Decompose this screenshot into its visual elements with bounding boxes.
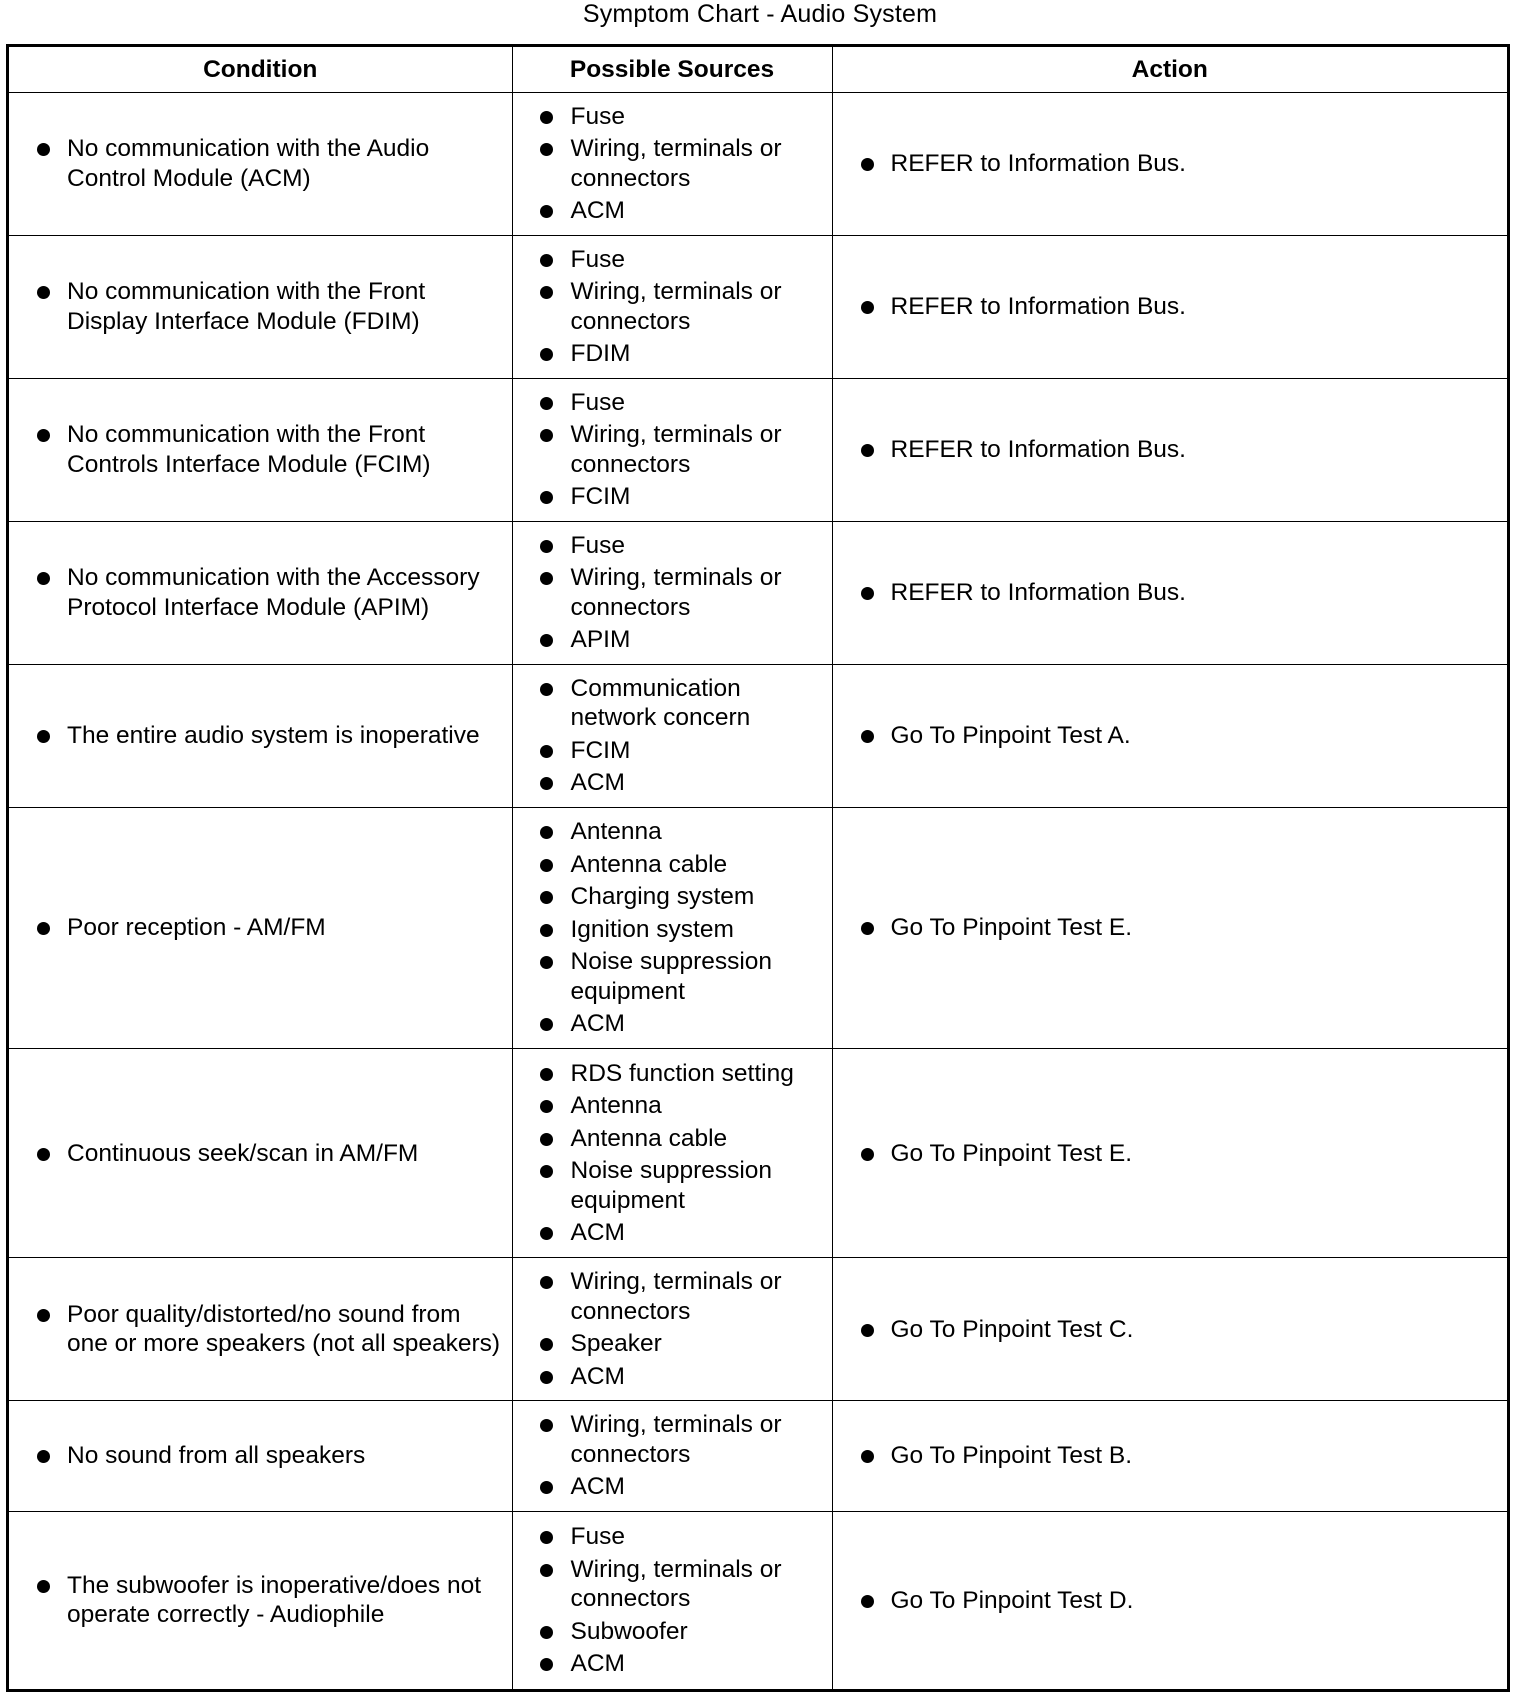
list-item — [833, 1441, 1508, 1471]
list-item — [513, 102, 832, 132]
bullet-icon — [540, 1018, 553, 1031]
list-item — [513, 947, 832, 1006]
item-text: Poor quality/distorted/no sound from one or more speakers (not all speakers) — [67, 1300, 501, 1358]
table-row — [9, 1258, 1507, 1401]
bullet-icon — [540, 1658, 553, 1671]
item-text: Fuse — [570, 245, 625, 273]
bullet-icon — [540, 111, 553, 124]
action-cell — [832, 1049, 1507, 1258]
bullet-icon — [540, 348, 553, 361]
item-text: Fuse — [570, 102, 625, 130]
list-item — [9, 420, 512, 479]
bullet-icon — [540, 1227, 553, 1240]
list-item — [9, 1300, 512, 1359]
list-item — [513, 1522, 832, 1552]
table-row — [9, 664, 1507, 807]
item-text: Go To Pinpoint Test C. — [890, 1315, 1134, 1343]
item-text: Wiring, terminals or connectors — [570, 278, 782, 335]
item-text: REFER to Information Bus. — [890, 150, 1186, 178]
table-row — [9, 521, 1507, 664]
list-item — [833, 1586, 1508, 1616]
bullet-icon — [540, 1531, 553, 1544]
item-text: Ignition system — [570, 915, 734, 943]
item-text: Subwoofer — [570, 1617, 688, 1645]
list-item — [513, 736, 832, 766]
bullet-icon — [861, 1148, 874, 1161]
item-text: No communication with the Front Display Interface Module (FDIM) — [67, 278, 426, 335]
bullet-icon — [540, 1626, 553, 1639]
item-text: Wiring, terminals or connectors — [570, 1555, 782, 1613]
bullet-icon — [861, 1595, 874, 1608]
item-text: Noise suppression equipment — [570, 1157, 773, 1214]
list-item — [9, 1441, 512, 1471]
bullet-icon — [37, 1450, 50, 1463]
possible-sources-cell — [512, 807, 832, 1049]
list-item — [9, 913, 512, 943]
list-item — [513, 1267, 832, 1326]
bullet-icon — [861, 730, 874, 743]
header-possible-sources: Possible Sources — [512, 47, 832, 93]
bullet-icon — [37, 1580, 50, 1593]
list-item — [513, 1649, 832, 1679]
item-text: ACM — [570, 1010, 625, 1038]
item-text: Antenna — [570, 818, 662, 846]
bullet-icon — [540, 1165, 553, 1178]
bullet-icon — [37, 730, 50, 743]
item-text: Fuse — [570, 388, 625, 416]
list-item — [9, 1571, 512, 1630]
item-text: Go To Pinpoint Test E. — [890, 1139, 1133, 1167]
item-text: Go To Pinpoint Test B. — [890, 1442, 1133, 1470]
action-cell — [832, 93, 1507, 236]
bullet-icon — [37, 572, 50, 585]
item-text: Go To Pinpoint Test A. — [890, 722, 1131, 750]
item-text: APIM — [570, 626, 631, 654]
list-item — [513, 1124, 832, 1154]
bullet-icon — [540, 540, 553, 553]
bullet-icon — [540, 286, 553, 299]
item-text: ACM — [570, 1473, 625, 1501]
chart-title: Symptom Chart - Audio System — [582, 0, 938, 28]
item-text: Go To Pinpoint Test D. — [890, 1586, 1134, 1614]
item-text: ACM — [570, 769, 625, 797]
bullet-icon — [861, 158, 874, 171]
symptom-table-frame — [6, 44, 1510, 1692]
header-condition: Condition — [9, 47, 512, 93]
condition-cell — [9, 378, 512, 521]
table-row — [9, 807, 1507, 1049]
bullet-icon — [861, 1324, 874, 1337]
bullet-icon — [540, 1371, 553, 1384]
bullet-icon — [37, 286, 50, 299]
possible-sources-cell — [512, 378, 832, 521]
possible-sources-cell — [512, 1401, 832, 1511]
bullet-icon — [861, 1450, 874, 1463]
bullet-icon — [540, 205, 553, 218]
possible-sources-cell — [512, 1049, 832, 1258]
possible-sources-cell — [512, 521, 832, 664]
table-row — [9, 93, 1507, 236]
item-text: Wiring, terminals or connectors — [570, 1268, 782, 1325]
bullet-icon — [540, 429, 553, 442]
list-item — [833, 292, 1508, 322]
list-item — [513, 339, 832, 369]
list-item — [513, 388, 832, 418]
list-item — [513, 1156, 832, 1215]
bullet-icon — [540, 1481, 553, 1494]
list-item — [833, 578, 1508, 608]
possible-sources-cell — [512, 93, 832, 236]
bullet-icon — [540, 1068, 553, 1081]
bullet-icon — [540, 1419, 553, 1432]
table-row — [9, 1401, 1507, 1511]
list-item — [513, 850, 832, 880]
bullet-icon — [540, 956, 553, 969]
condition-cell — [9, 521, 512, 664]
action-cell — [832, 807, 1507, 1049]
list-item — [513, 1472, 832, 1502]
action-cell — [832, 521, 1507, 664]
list-item — [833, 1139, 1508, 1169]
table-row — [9, 1049, 1507, 1258]
list-item — [513, 1555, 832, 1614]
item-text: Continuous seek/scan in AM/FM — [67, 1139, 419, 1167]
list-item — [513, 1218, 832, 1248]
list-item — [513, 1362, 832, 1392]
item-text: ACM — [570, 1650, 625, 1678]
item-text: No sound from all speakers — [67, 1442, 366, 1470]
bullet-icon — [540, 143, 553, 156]
bullet-icon — [540, 924, 553, 937]
possible-sources-cell — [512, 1258, 832, 1401]
list-item — [513, 1617, 832, 1647]
list-item — [9, 277, 512, 336]
item-text: ACM — [570, 1362, 625, 1390]
item-text: FCIM — [570, 483, 631, 511]
item-text: RDS function setting — [570, 1059, 794, 1087]
item-text: Communication network concern — [570, 674, 751, 732]
condition-cell — [9, 235, 512, 378]
item-text: ACM — [570, 1219, 625, 1247]
item-text: ACM — [570, 197, 625, 225]
list-item — [513, 245, 832, 275]
item-text: REFER to Information Bus. — [890, 579, 1186, 607]
item-text: Poor reception - AM/FM — [67, 914, 326, 942]
bullet-icon — [540, 572, 553, 585]
item-text: Wiring, terminals or connectors — [570, 1411, 782, 1468]
item-text: No communication with the Audio Control Module (ACM) — [67, 135, 430, 192]
action-cell — [832, 1401, 1507, 1511]
bullet-icon — [540, 491, 553, 504]
action-cell — [832, 378, 1507, 521]
condition-cell — [9, 93, 512, 236]
table-row — [9, 235, 1507, 378]
condition-cell — [9, 807, 512, 1049]
action-cell — [832, 235, 1507, 378]
list-item — [513, 1059, 832, 1089]
item-text: Go To Pinpoint Test E. — [890, 914, 1133, 942]
item-text: Wiring, terminals or connectors — [570, 421, 782, 478]
item-text: Wiring, terminals or connectors — [570, 135, 782, 192]
item-text: Noise suppression equipment — [570, 948, 773, 1005]
list-item — [9, 563, 512, 622]
bullet-icon — [540, 397, 553, 410]
list-item — [513, 915, 832, 945]
list-item — [9, 721, 512, 751]
item-text: FDIM — [570, 340, 631, 368]
bullet-icon — [540, 1338, 553, 1351]
bullet-icon — [540, 859, 553, 872]
list-item — [513, 420, 832, 479]
list-item — [9, 1139, 512, 1169]
table-body — [9, 93, 1507, 1690]
list-item — [513, 625, 832, 655]
bullet-icon — [540, 745, 553, 758]
header-action: Action — [832, 47, 1507, 93]
list-item — [833, 721, 1508, 751]
bullet-icon — [540, 1276, 553, 1289]
table-header-row — [9, 47, 1507, 93]
item-text: No communication with the Accessory Protocol Interface Module (APIM) — [67, 564, 480, 621]
bullet-icon — [540, 1133, 553, 1146]
condition-cell — [9, 1258, 512, 1401]
list-item — [513, 482, 832, 512]
table-row — [9, 378, 1507, 521]
list-item — [513, 1410, 832, 1469]
possible-sources-cell — [512, 235, 832, 378]
list-item — [513, 1009, 832, 1039]
item-text: Antenna — [570, 1092, 662, 1120]
list-item — [9, 134, 512, 193]
bullet-icon — [540, 777, 553, 790]
condition-cell — [9, 664, 512, 807]
list-item — [513, 768, 832, 798]
item-text: FCIM — [570, 736, 631, 764]
action-cell — [832, 1511, 1507, 1689]
bullet-icon — [540, 1564, 553, 1577]
item-text: Charging system — [570, 883, 755, 911]
bullet-icon — [540, 683, 553, 696]
symptom-table — [9, 47, 1507, 1689]
list-item — [833, 1315, 1508, 1345]
possible-sources-cell — [512, 1511, 832, 1689]
list-item — [513, 531, 832, 561]
bullet-icon — [540, 254, 553, 267]
item-text: Speaker — [570, 1330, 662, 1358]
list-item — [513, 1091, 832, 1121]
condition-cell — [9, 1401, 512, 1511]
condition-cell — [9, 1049, 512, 1258]
action-cell — [832, 1258, 1507, 1401]
possible-sources-cell — [512, 664, 832, 807]
item-text: Antenna cable — [570, 850, 728, 878]
bullet-icon — [37, 1309, 50, 1322]
list-item — [833, 913, 1508, 943]
bullet-icon — [540, 634, 553, 647]
list-item — [513, 674, 832, 733]
list-item — [513, 882, 832, 912]
item-text: The entire audio system is inoperative — [67, 722, 480, 750]
condition-cell — [9, 1511, 512, 1689]
list-item — [833, 435, 1508, 465]
item-text: Wiring, terminals or connectors — [570, 564, 782, 621]
bullet-icon — [861, 922, 874, 935]
list-item — [513, 196, 832, 226]
list-item — [833, 149, 1508, 179]
bullet-icon — [37, 1148, 50, 1161]
item-text: The subwoofer is inoperative/does not operate correctly - Audiophile — [67, 1571, 482, 1629]
list-item — [513, 134, 832, 193]
item-text: REFER to Information Bus. — [890, 293, 1186, 321]
bullet-icon — [540, 1100, 553, 1113]
bullet-icon — [37, 143, 50, 156]
list-item — [513, 1329, 832, 1359]
item-text: Antenna cable — [570, 1124, 728, 1152]
item-text: Fuse — [570, 1523, 625, 1551]
bullet-icon — [540, 891, 553, 904]
item-text: No communication with the Front Controls Interface Module (FCIM) — [67, 421, 431, 478]
bullet-icon — [861, 301, 874, 314]
bullet-icon — [861, 587, 874, 600]
list-item — [513, 563, 832, 622]
action-cell — [832, 664, 1507, 807]
bullet-icon — [540, 826, 553, 839]
list-item — [513, 817, 832, 847]
bullet-icon — [861, 444, 874, 457]
item-text: REFER to Information Bus. — [890, 436, 1186, 464]
list-item — [513, 277, 832, 336]
item-text: Fuse — [570, 531, 625, 559]
table-row — [9, 1511, 1507, 1689]
bullet-icon — [37, 922, 50, 935]
bullet-icon — [37, 429, 50, 442]
